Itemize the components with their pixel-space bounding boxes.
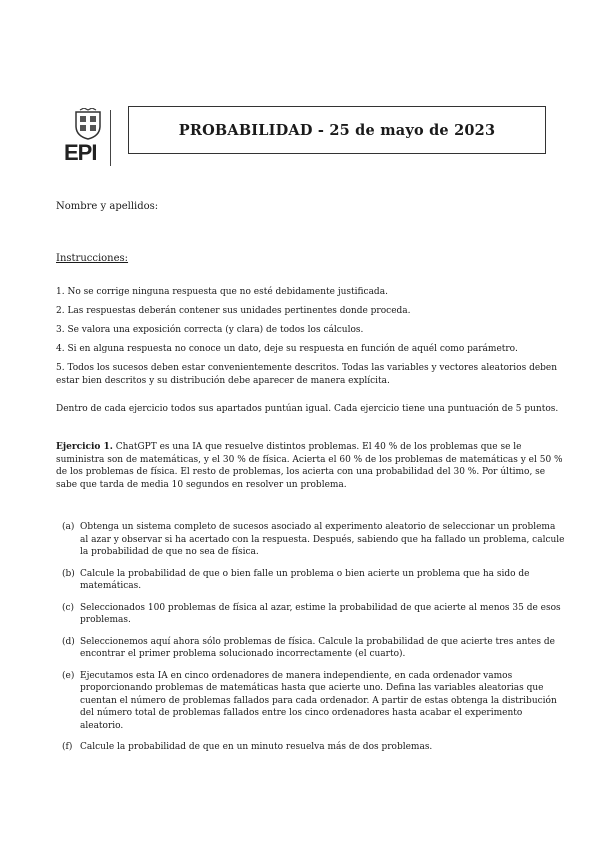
part-item [62, 670, 566, 733]
part-text: Calcule la probabilidad de que en un minuto resuelva más de dos problemas. [80, 742, 433, 752]
logo-text: EPI [64, 140, 97, 165]
part-text: Ejecutamos esta IA en cinco ordenadores de manera independiente, en cada ordenador vamos proporcionando problemas de matemáticas hasta que acierte uno. Defina las variables aleatorias que cuentan el número de problemas fallados para cada ordenador. A partir de estas obtenga la distribución del número total de problemas fallados entre los cinco ordenadores hasta acabar el experimento aleatorio. [80, 670, 557, 731]
part-item [62, 521, 566, 559]
part-label: (e) [62, 670, 75, 681]
part-label: (c) [62, 602, 75, 613]
part-item [62, 636, 566, 661]
part-text: Seleccionemos aquí ahora sólo problemas de física. Calcule la probabilidad de que acierte tres antes de encontrar el primer problema solucionado incorrectamente (el cuarto). [80, 636, 555, 659]
part-label: (a) [62, 522, 75, 532]
title-box [128, 106, 546, 154]
logo-divider [110, 110, 119, 166]
instruction-item: 5. Todos los sucesos deben estar convenientemente descritos. Todas las variables y vectores aleatorios deben estar bien descritos y su distribución debe aparecer de manera explícita. [56, 363, 558, 386]
part-item [62, 602, 566, 627]
part-label: (f) [62, 742, 73, 752]
part-text: Obtenga un sistema completo de sucesos asociado al experimento aleatorio de seleccionar un problema al azar y observar si ha acertado con la respuesta. Después, sabiendo que ha fallado un problema, calcule la probabilidad de que no sea de física. [80, 522, 565, 557]
part-item [62, 741, 566, 754]
instructions-title: Instrucciones: [56, 253, 129, 264]
page-title: PROBABILIDAD - 25 de mayo de 2023 [178, 122, 496, 139]
instruction-item: 4. Si en alguna respuesta no conoce un dato, deje su respuesta en función de aquél como parámetro. [56, 344, 518, 354]
instructions-list [56, 286, 566, 394]
part-label: (d) [62, 636, 75, 647]
part-label: (b) [62, 568, 75, 579]
crest-icon [70, 108, 106, 140]
part-text: Calcule la probabilidad de que o bien falle un problema o bien acierte un problema que ha sido de matemáticas. [80, 568, 530, 591]
name-label: Nombre y apellidos: [56, 201, 159, 212]
scoring-note: Dentro de cada ejercicio todos sus apartados puntúan igual. Cada ejercicio tiene una puntuación de 5 puntos. [56, 404, 559, 414]
part-text: Seleccionados 100 problemas de física al azar, estime la probabilidad de que acierte al menos 35 de esos problemas. [80, 602, 561, 625]
part-item [62, 568, 566, 593]
instruction-item: 1. No se corrige ninguna respuesta que no esté debidamente justificada. [56, 287, 388, 297]
instruction-item: 2. Las respuestas deberán contener sus unidades pertinentes donde proceda. [56, 306, 411, 316]
exercise-text: ChatGPT es una IA que resuelve distintos problemas. El 40 % de los problemas que se le suministra son de matemáticas, y el 30 % de física. Acierta el 60 % de los problemas de matemáticas y el 50 % de los problemas de física. El resto de problemas, los acierta con una probabilidad del 30 %. Por último, se sabe que tarda de media 10 segundos en resolver un problema. [56, 442, 563, 490]
exercise-statement [56, 441, 566, 491]
exercise-parts [62, 521, 566, 763]
exercise-label: Ejercicio 1. [56, 442, 113, 452]
instruction-item: 3. Se valora una exposición correcta (y clara) de todos los cálculos. [56, 325, 364, 335]
epi-logo [62, 104, 122, 168]
